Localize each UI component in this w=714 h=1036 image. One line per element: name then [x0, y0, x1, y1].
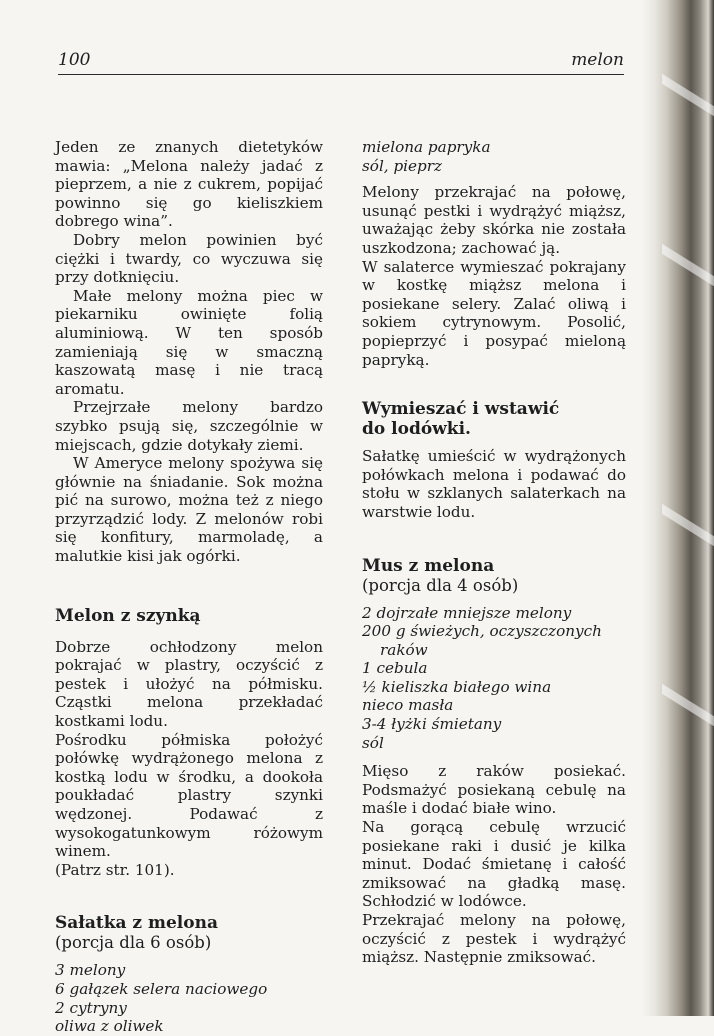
intro-paragraph: Przejrzałe melony bardzo szybko psują się, szczególnie w miejscach, gdzie dotykały ziemi. [55, 398, 323, 454]
running-title: melon [571, 50, 624, 70]
subheading-line: do lodówki. [362, 419, 471, 440]
ingredient: nieco masła [362, 696, 454, 715]
recipe-title-melon-mousse: Mus z melona [362, 555, 495, 576]
recipe-step: Pośrodku półmiska położyć połówkę wydrążonego melona z kostką lodu w środku, a dookoła poukładać plastry szynki wędzonej. Podawać z wysokogatunkowym różowym winem. [55, 730, 323, 861]
ingredient: mielona papryka [362, 138, 491, 156]
ingredient: sól, pieprz [362, 156, 443, 175]
subheading-line: Wymieszać i wstawić [362, 399, 560, 420]
binding-streak [662, 684, 714, 726]
recipe-step: Melony przekrajać na połowę, usunąć pestki i wydrążyć miąższ, uważając żeby skórka nie została uszkodzona; zachować ją. [362, 183, 626, 257]
recipe-title-melon-ham: Melon z szynką [55, 605, 201, 626]
recipe-step: Na gorącą cebulę wrzucić posiekane raki i dusić je kilka minut. Dodać śmietanę i całość zmiksować na gładką masę. Schłodzić w lodówce. [362, 818, 626, 911]
binding-streak [662, 504, 714, 546]
recipe-subheading [362, 399, 626, 439]
right-column [362, 138, 626, 967]
recipe-step: Dobrze ochłodzony melon pokrajać w plastry, oczyścić z pestek i ułożyć na półmisku. Cząstki melona przekładać kostkami lodu. [55, 637, 323, 731]
recipe-step: Mięso z raków posiekać. Podsmażyć posiekaną cebulę na maśle i dodać białe wino. [362, 762, 626, 818]
ingredient: 2 dojrzałe mniejsze melony [362, 603, 572, 622]
page-binding-shadow [642, 0, 714, 1016]
ingredient: raków [380, 640, 428, 659]
left-column [55, 138, 323, 1036]
ingredient: oliwa z oliwek [55, 1017, 164, 1036]
binding-streak [662, 244, 714, 286]
intro-paragraph: Jeden ze znanych dietetyków mawia: „Melona należy jadać z pieprzem, a nie z cukrem, popijać powinno się go kieliszkiem dobrego wina”. [55, 138, 323, 231]
recipe-note: (Patrz str. 101). [55, 860, 175, 879]
ingredient: 2 cytryny [55, 998, 127, 1017]
ingredient: 6 gałązek selera naciowego [55, 979, 268, 998]
ingredient: 200 g świeżych, oczyszczonych [362, 622, 602, 641]
ingredient: 3-4 łyżki śmietany [362, 715, 502, 734]
ingredient: 1 cebula [362, 659, 428, 678]
recipe-portion: (porcja dla 6 osób) [55, 933, 212, 953]
recipe-title-melon-salad: Sałatka z melona [55, 913, 218, 934]
page-header [58, 50, 624, 75]
recipe-step: Sałatkę umieścić w wydrążonych połówkach melona i podawać do stołu w szklanych salaterkach na warstwie lodu. [362, 447, 626, 521]
intro-paragraph: W Ameryce melony spożywa się głównie na śniadanie. Sok można pić na surowo, można też z niego przyrządzić lody. Z melonów robi się konfitury, marmoladę, a malutkie kisi jak ogórki. [55, 454, 323, 566]
ingredient: sól [362, 733, 384, 752]
binding-streak [662, 74, 714, 116]
recipe-step: Przekrajać melony na połowę, oczyścić z pestek i wydrążyć miąższ. Następnie zmiksować. [362, 911, 626, 967]
ingredient: ½ kieliszka białego wina [362, 677, 552, 696]
intro-paragraph: Dobry melon powinien być ciężki i twardy, co wyczuwa się przy dotknięciu. [55, 230, 323, 287]
recipe-portion: (porcja dla 4 osób) [362, 575, 519, 595]
ingredient: 3 melony [55, 961, 126, 980]
page-number: 100 [58, 50, 91, 70]
intro-paragraph: Małe melony można piec w piekarniku owinięte folią aluminiową. W ten sposób zamieniają się w smaczną kaszowatą masę i nie tracą aromatu. [55, 286, 323, 398]
recipe-step: W salaterce wymieszać pokrajany w kostkę miąższ melona i posiekane selery. Zalać oliwą i sokiem cytrynowym. Posolić, popieprzyć i posypać mieloną papryką. [362, 257, 626, 369]
